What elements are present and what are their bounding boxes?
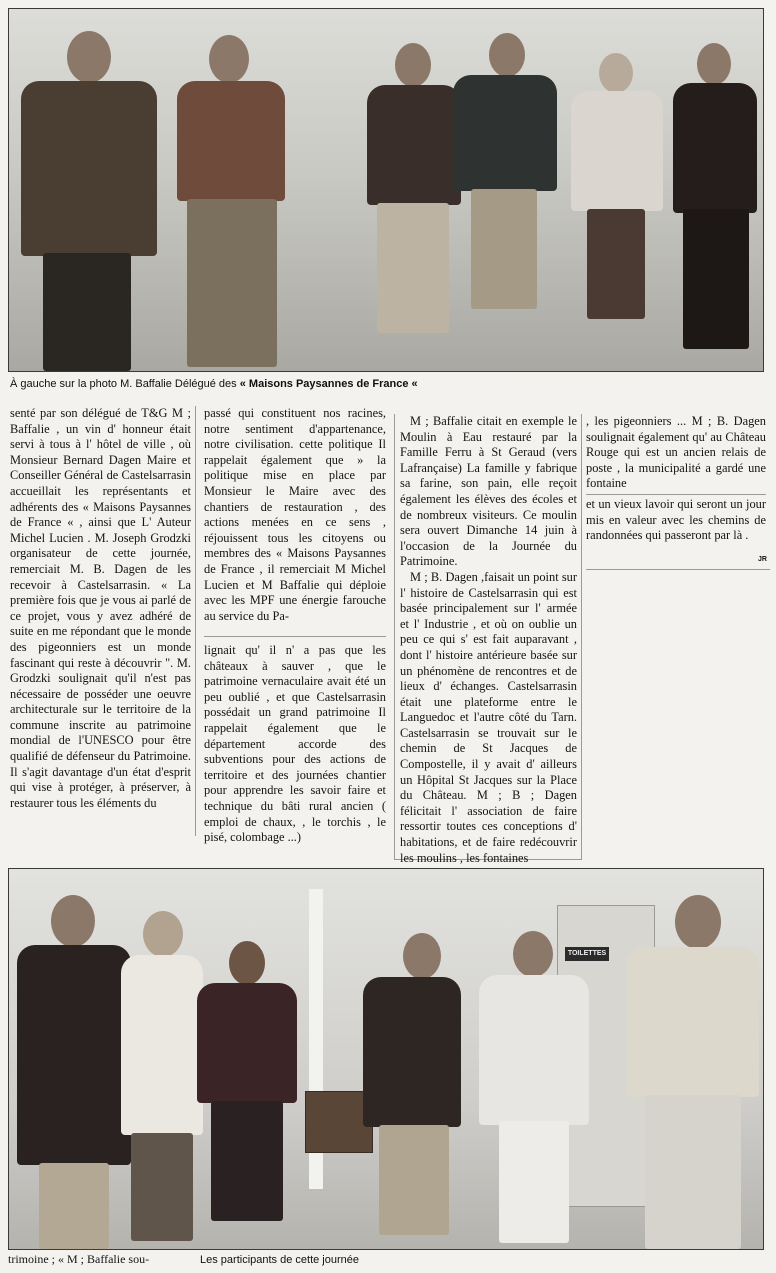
article-column-1 <box>10 406 196 836</box>
column-3-paragraph-1: M ; Baffalie citait en exemple le Moulin à Eau restauré par la Famille Ferru à St Geraud (vers Lafrançaise) La famille y fabrique sa farine, son pain, elle reçoit également les élèves des écoles et de nombreux visiteurs. Ce moulin sera ouvert Dimanche 14 juin à l'occasion de la Journée du Patrimoine. <box>400 414 577 569</box>
article-column-2 <box>204 406 390 845</box>
person-figure <box>19 31 159 371</box>
author-initials: JR <box>758 556 767 563</box>
column-2-paragraph-1: passé qui constituent nos racines, notre sentiment d'appartenance, notre civilisation. cette politique Il rappelait également que » la politique mise en place par Monsieur le Maire avec des chantiers de restauration , des actions menées en ce sens , réjouissent tous les citoyens ou membres des « Maisons Paysannes de France , il remerciait M Michel Lucien et M Baffalie qui déploie avec les MPF une énergie farouche au service du Pa- <box>204 406 386 623</box>
top-photo-caption <box>10 378 418 390</box>
person-figure <box>361 933 465 1243</box>
footer-continuation-text: trimoine ; « M ; Baffalie sou- <box>8 1252 150 1266</box>
person-figure <box>195 941 299 1231</box>
toilet-sign: TOILETTES <box>565 947 609 961</box>
person-figure <box>119 911 205 1241</box>
column-4-paragraph-2: et un vieux lavoir qui seront un jour mis en valeur avec les chemins de randonnées qui passeront par là . <box>586 496 766 543</box>
person-figure <box>175 35 289 371</box>
column-3-paragraph-2: M ; B. Dagen ,faisait un point sur l' histoire de Castelsarrasin qui est basée principalement sur l' armée et l' Industrie , et où on oublie un peu ce qui s' est fait auparavant , dont l' histoire antérieure basée sur un phénomène de rencontres et de lieux d' échanges. Castelsarrasin était une plateforme entre le Languedoc et l'autre côté du Tarn. Castelsarrasin se trouvait sur le chemin de St Jacques de Compostelle, il y avait d' ailleurs un Hôpital St Jacques sur la Place du Château. M ; B ; Dagen félicitait l' association de faire ressortir toutes ces conceptions d' habitations, et de faire redécouvrir les moulins , les fontaines <box>400 569 577 865</box>
person-figure <box>15 895 133 1249</box>
person-figure <box>477 931 591 1243</box>
top-photo <box>8 8 764 372</box>
column-1-paragraph: senté par son délégué de T&G M ; Baffalie , un vin d' honneur était servi à tous à l' hôtel de ville , où Monsieur Bernard Dagen Maire et Conseiller Général de Castelsarrasin accueillait les représentants et adhérents des « Maisons Paysannes de France « , ainsi que L' Auteur Michel Lucien . M. Joseph Grodzki organisateur de cette journée, remerciait M. B. Dagen de les recevoir à Castelsarrasin. « La première fois que je vous ai parlé de ce projet, vous y avez adhéré de suite en me répondant que le monde des pigeonniers est un monde fascinant qui reste à découvrir ". M. Grodzki soulignait qu'il n'est pas nécessaire de posséder une oeuvre architecturale sur le territoire de la commune inscrite au patrimoine mondial de l'UNESCO pour être qualifié de défenseur du Patrimoine. Il s'agit davantage d'un état d'esprit qui vise à protéger, à préserver, à restaurer tous les éléments du <box>10 406 191 810</box>
person-figure <box>569 53 665 323</box>
article-column-4 <box>586 414 770 570</box>
bottom-photo-caption: Les participants de cette journée <box>200 1254 359 1266</box>
bottom-photo <box>8 868 764 1250</box>
column-2-paragraph-2: lignait qu' il n' a pas que les châteaux à sauver , que le patrimoine vernaculaire avait été un peu oublié , et que Castelsarrasin possédait un grand patrimoine Il rappelait également que le département accorde des subventions pour des actions de territoire et des journées chantier pour apprendre les savoir faire et technique du bâti rural ancien ( emploi de chaux, , le torchis , le pisé, colombage ...) <box>204 643 386 845</box>
column-4-paragraph-1: , les pigeonniers ... M ; B. Dagen soulignait également qu' au Château Rouge qui est un ancien relais de poste , la municipalité a gardé une fontaine <box>586 414 766 491</box>
article-column-3 <box>394 414 582 865</box>
caption-highlight: « Maisons Paysannes de France « <box>239 378 418 390</box>
person-figure <box>623 895 763 1249</box>
person-figure <box>449 33 561 309</box>
caption-prefix: À gauche sur la photo M. Baffalie Délégué des <box>10 378 237 390</box>
person-figure <box>669 43 761 355</box>
